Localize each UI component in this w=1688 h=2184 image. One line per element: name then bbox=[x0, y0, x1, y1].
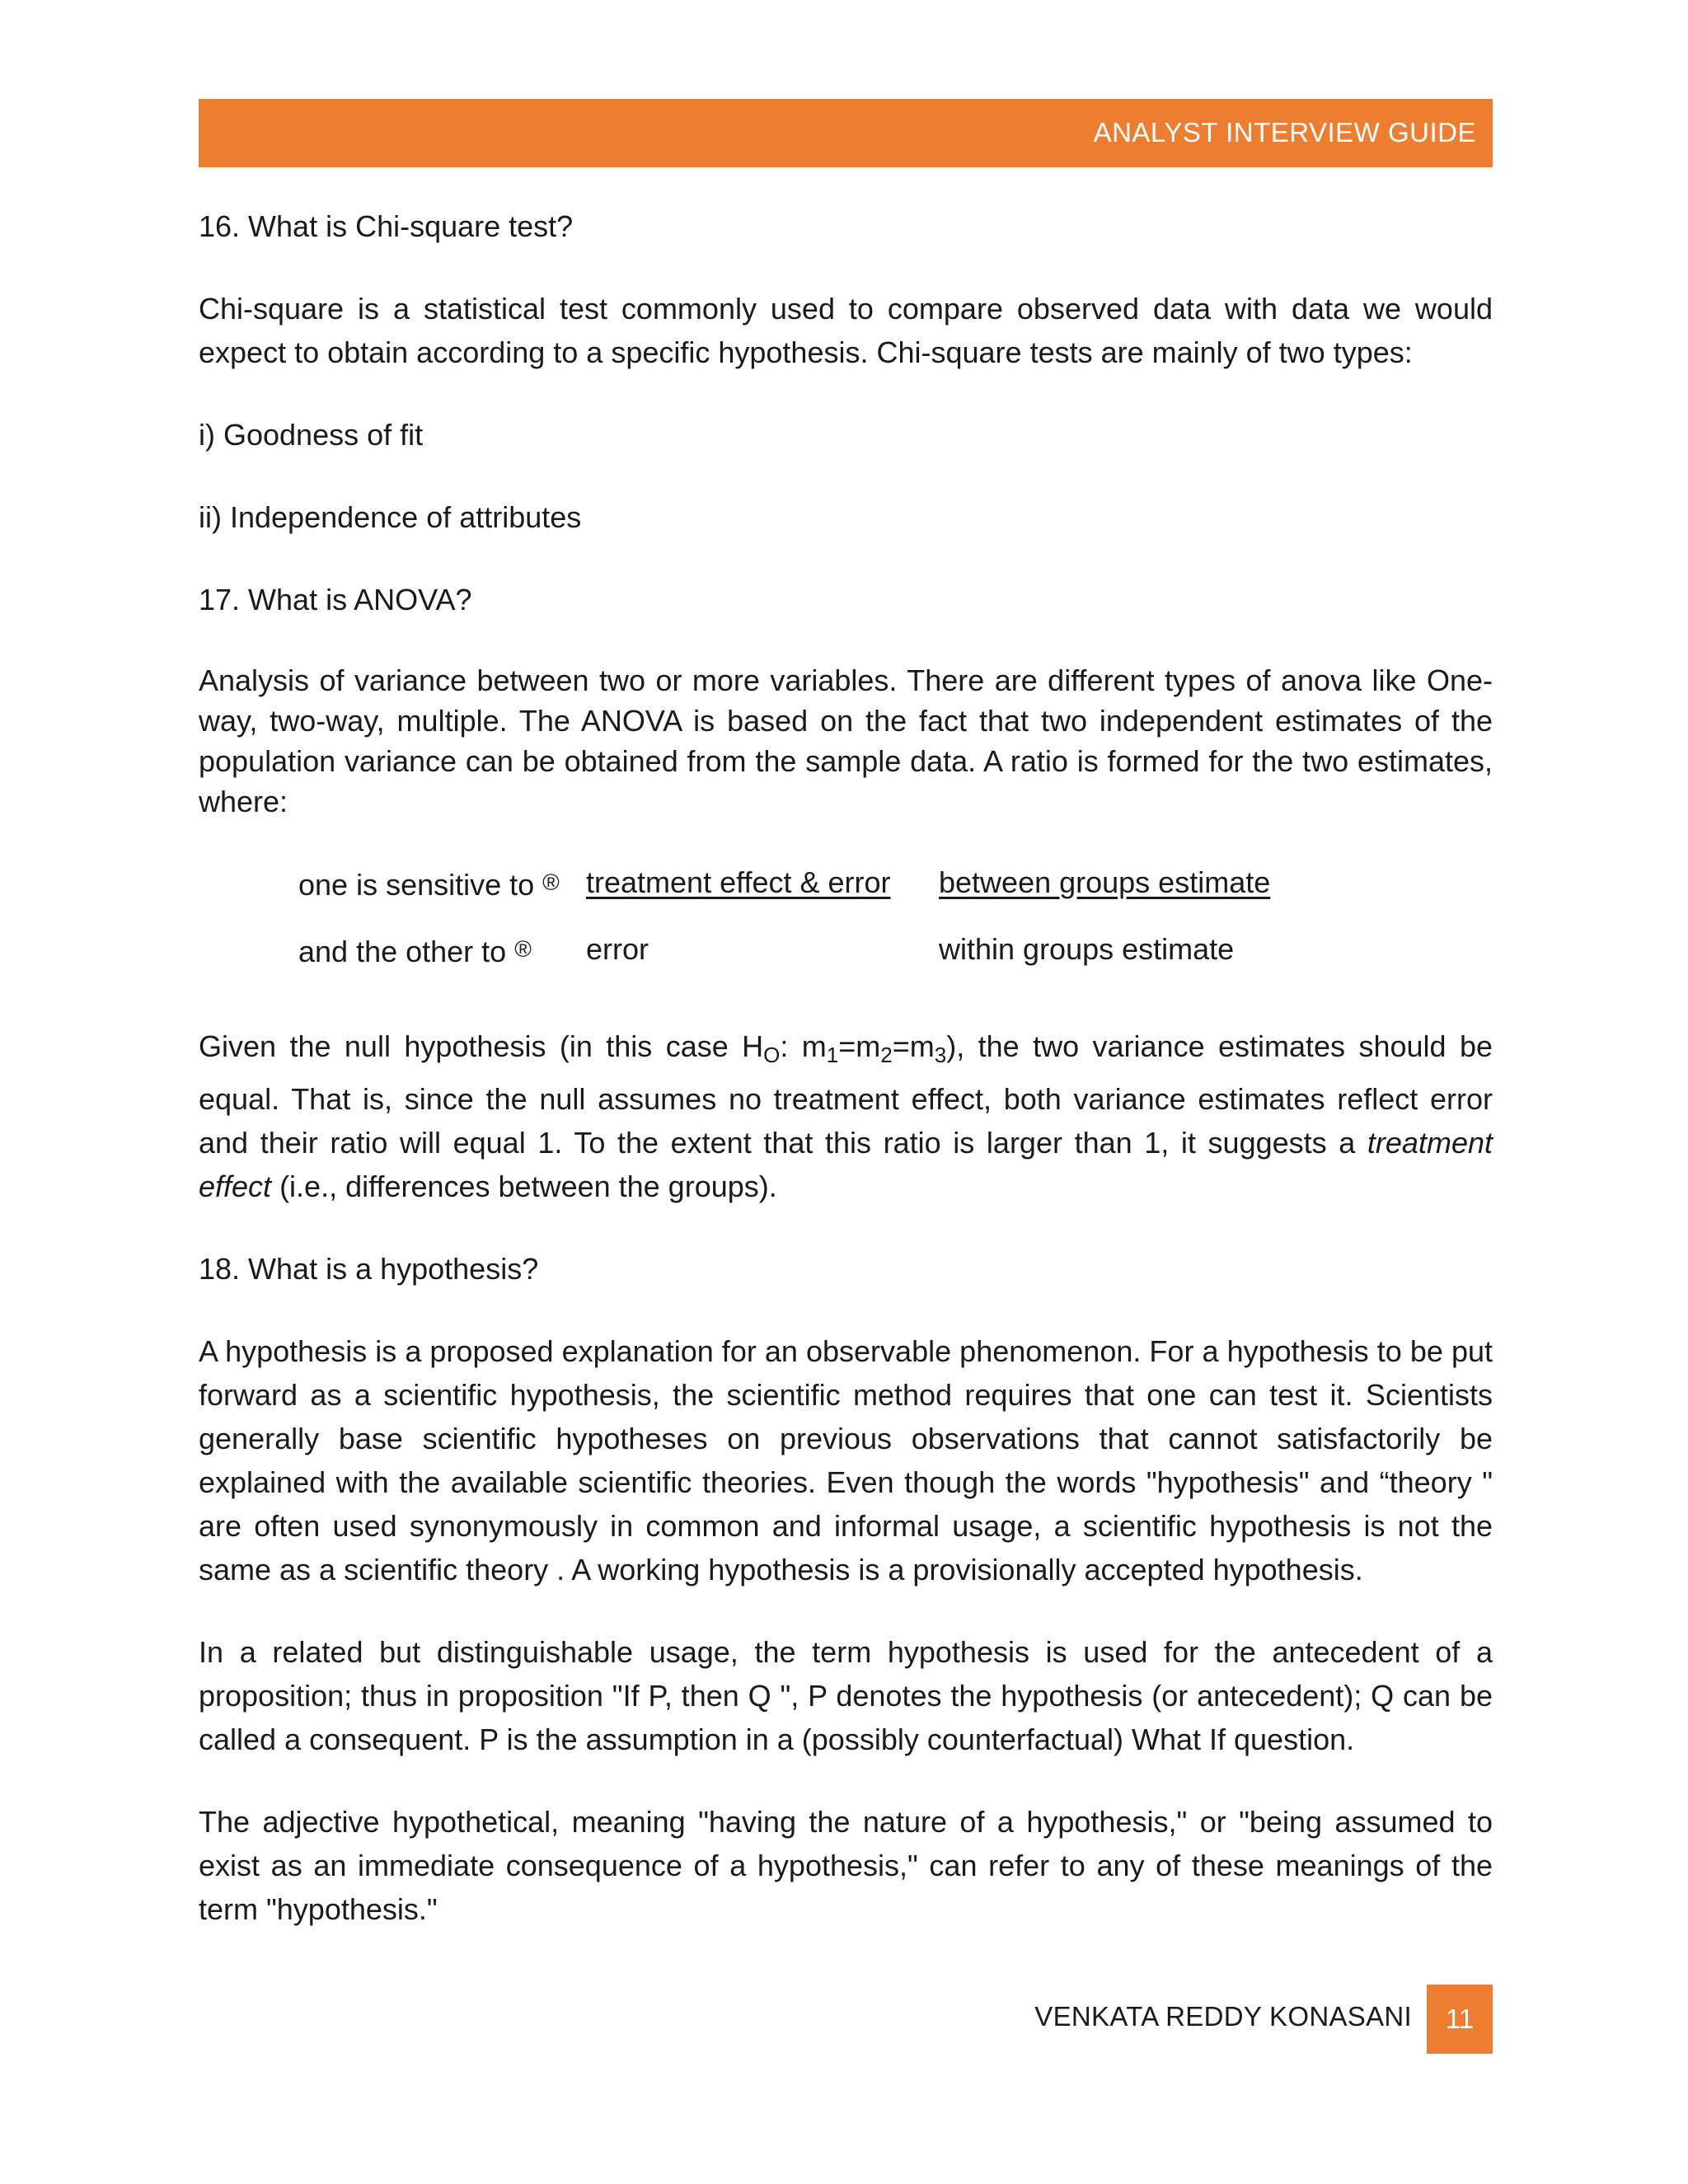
question-18: 18. What is a hypothesis? bbox=[199, 1252, 539, 1286]
question-17: 17. What is ANOVA? bbox=[199, 583, 472, 616]
anova-row-label bbox=[298, 927, 532, 973]
anova-label-text: one is sensitive to bbox=[298, 868, 535, 902]
text-run: (i.e., differences between the groups). bbox=[271, 1169, 777, 1203]
subscript: O bbox=[763, 1043, 781, 1067]
footer-author: VENKATA REDDY KONASANI bbox=[1034, 2001, 1412, 2032]
question-18-paragraph-3: The adjective hypothetical, meaning "having the nature of a hypothesis," or "being assumed to exist as an immediate consequence of a hypothesis," can refer to any of these meanings of the term "hypothesis." bbox=[199, 1805, 1493, 1926]
anova-row-estimate: within groups estimate bbox=[939, 932, 1235, 966]
chi-square-type-1: i) Goodness of fit bbox=[199, 418, 424, 452]
text-run: ), the two variance estimates should be equal. That is, since the null assumes no treatment effect, both variance estimates reflect error and their ratio will equal 1. To the extent that this ratio is larger than 1, it suggests a bbox=[199, 1029, 1493, 1160]
question-18-paragraph-1: A hypothesis is a proposed explanation for an observable phenomenon. For a hypothesis to be put forward as a scientific hypothesis, the scientific method requires that one can test it. Scientists generally base scientific hypotheses on previous observations that cannot satisfactorily be explained with the available scientific theories. Even though the words "hypothesis" and “theory " are often used synonymously in common and informal usage, a scientific hypothesis is not the same as a scientific theory . A working hypothesis is a provisionally accepted hypothesis. bbox=[199, 1334, 1493, 1586]
question-18-paragraph-2: In a related but distinguishable usage, the term hypothesis is used for the antecedent of a proposition; thus in proposition "If P, then Q ", P denotes the hypothesis (or antecedent); Q can be called a consequent. P is the assumption in a (possibly counterfactual) What If question. bbox=[199, 1635, 1493, 1756]
italic-text: treatment effect bbox=[199, 1126, 1493, 1203]
footer bbox=[199, 1985, 1493, 2054]
subscript: 3 bbox=[934, 1043, 947, 1067]
page-content bbox=[199, 204, 1493, 1970]
question-16-answer: Chi-square is a statistical test commonly used to compare observed data with data we would expect to obtain according to a specific hypothesis. Chi-square tests are mainly of two types: bbox=[199, 292, 1493, 369]
anova-row-label bbox=[298, 860, 560, 907]
text-run: Given the null hypothesis (in this case H bbox=[199, 1029, 764, 1063]
chi-square-type-2: ii) Independence of attributes bbox=[199, 500, 582, 534]
subscript: 1 bbox=[826, 1043, 839, 1067]
text-run: : m bbox=[780, 1029, 827, 1063]
null-hypothesis-paragraph bbox=[199, 1024, 1493, 1208]
anova-row-source: treatment effect & error bbox=[586, 865, 891, 899]
anova-ratio-table bbox=[199, 860, 1493, 1005]
text-run: =m bbox=[892, 1029, 935, 1063]
question-16: 16. What is Chi-square test? bbox=[199, 209, 574, 243]
anova-label-text: and the other to bbox=[298, 935, 507, 968]
header-title: ANALYST INTERVIEW GUIDE bbox=[1093, 117, 1476, 148]
question-17-answer: Analysis of variance between two or more variables. There are different types of anova like One-way, two-way, multiple. The ANOVA is based on the fact that two independent estimates of the population variance can be obtained from the sample data. A ratio is formed for the two estimates, where: bbox=[199, 663, 1493, 818]
header-bar bbox=[199, 99, 1493, 167]
arrow-symbol-icon: ® bbox=[542, 869, 560, 895]
page-number-badge: 11 bbox=[1427, 1985, 1493, 2054]
text-run: =m bbox=[838, 1029, 881, 1063]
anova-row-source: error bbox=[586, 932, 649, 966]
anova-row-estimate: between groups estimate bbox=[939, 865, 1271, 899]
subscript: 2 bbox=[880, 1043, 893, 1067]
anova-row bbox=[199, 860, 1493, 902]
anova-row bbox=[199, 927, 1493, 968]
arrow-symbol-icon: ® bbox=[514, 936, 532, 962]
